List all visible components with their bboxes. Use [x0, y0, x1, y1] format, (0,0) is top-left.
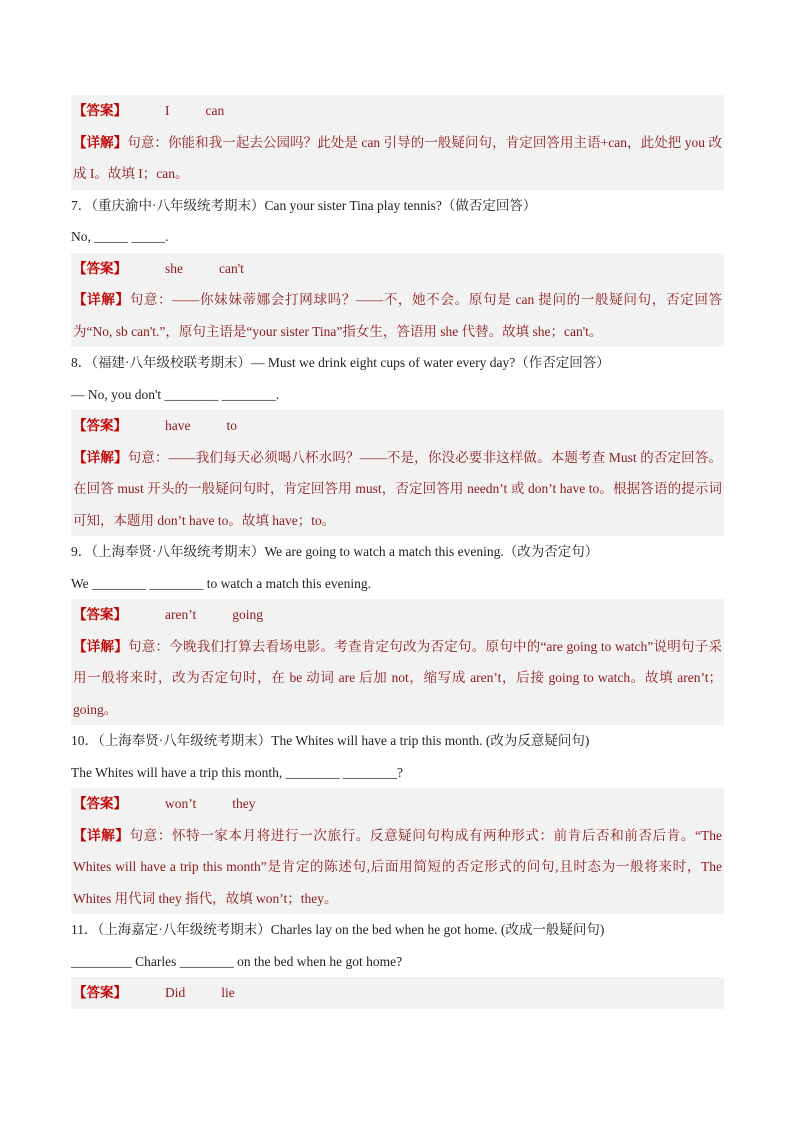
fill-blank-9: We ________ ________ to watch a match this evening.: [71, 575, 371, 591]
answer-block-9: [71, 599, 724, 725]
detail-text: 句意：——我们每天必须喝八杯水吗？——不是，你没必要非这样做。本题考查 Must 的否定回答。在回答 must 开头的一般疑问句时，肯定回答用 must，否定回答用 needn’t 或 don’t have to。根据答语的提示词可知，本题用 don’t have to。故填 have；to。: [73, 449, 722, 528]
fill-blank-8: — No, you don't ________ ________.: [71, 386, 280, 402]
detail-line: [73, 631, 722, 726]
detail-label: 【详解】: [73, 827, 130, 843]
detail-label: 【详解】: [73, 134, 128, 150]
question-9: 9．（上海奉贤·八年级统考期末）We are going to watch a match this evening.（改为否定句）: [71, 544, 599, 559]
answer-label: 【答案】: [73, 985, 127, 1000]
answer-2: going: [232, 607, 263, 622]
answer-2: they: [232, 796, 256, 811]
answer-line: [73, 410, 722, 442]
exercise-page: [71, 95, 724, 1009]
answer-1: Did: [165, 985, 186, 1000]
detail-label: 【详解】: [73, 449, 128, 465]
answer-1: have: [165, 418, 191, 433]
detail-text: 句意：今晚我们打算去看场电影。考查肯定句改为否定句。原句中的“are going to watch”说明句子采用一般将来时，改为否定句时，在 be 动词 are 后加 not，缩写成 aren’t，后接 going to watch。故填 aren’t；going。: [73, 638, 723, 717]
answer-line: [73, 977, 722, 1009]
detail-text: 句意：——你妹妹蒂娜会打网球吗？——不，她不会。原句是 can 提问的一般疑问句，否定回答为“No, sb can't.”，原句主语是“your sister Tina”指女生，答语用 she 代替。故填 she；can't。: [73, 292, 723, 339]
answer-1: won’t: [165, 796, 197, 811]
answer-line: [73, 253, 722, 285]
answer-block-10: [71, 788, 724, 914]
answer-2: lie: [221, 985, 235, 1000]
answer-label: 【答案】: [73, 607, 127, 622]
question-10: 10．（上海奉贤·八年级统考期末）The Whites will have a trip this month. (改为反意疑问句): [71, 733, 590, 748]
answer-block-8: [71, 410, 724, 536]
question-11: 11．（上海嘉定·八年级统考期末）Charles lay on the bed when he got home. (改成一般疑问句): [71, 922, 605, 937]
answer-line: [73, 788, 722, 820]
detail-line: [73, 442, 722, 537]
fill-blank-7: No, _____ _____.: [71, 229, 169, 244]
answer-block-6: [71, 95, 724, 190]
detail-label: 【详解】: [73, 292, 130, 307]
answer-1: she: [165, 260, 183, 276]
question-8: 8．（福建·八年级校联考期末）— Must we drink eight cups of water every day?（作否定回答）: [71, 355, 610, 370]
answer-2: to: [226, 418, 237, 433]
answer-1: I: [165, 103, 170, 118]
answer-label: 【答案】: [73, 260, 127, 276]
answer-1: aren’t: [165, 607, 197, 622]
fill-blank-10: The Whites will have a trip this month, ________ ________?: [71, 764, 403, 780]
answer-label: 【答案】: [73, 796, 127, 811]
detail-text: 句意：你能和我一起去公园吗？此处是 can 引导的一般疑问句，肯定回答用主语+can，此处把 you 改成 I。故填 I；can。: [73, 134, 722, 181]
question-7: 7．（重庆渝中·八年级统考期末）Can your sister Tina play tennis?（做否定回答）: [71, 197, 537, 213]
answer-label: 【答案】: [73, 418, 127, 433]
detail-line: [73, 820, 722, 915]
answer-2: can't: [219, 260, 244, 276]
detail-line: [73, 284, 722, 347]
answer-block-7: [71, 253, 724, 348]
detail-line: [73, 127, 722, 190]
answer-label: 【答案】: [73, 103, 127, 118]
detail-text: 句意：怀特一家本月将进行一次旅行。反意疑问句构成有两种形式：前肯后否和前否后肯。“The Whites will have a trip this month”是肯定的陈述句,后面用简短的否定形式的问句,且时态为一般将来时，The Whites 用代词 they 指代，故填 won’t；they。: [73, 827, 722, 906]
answer-2: can: [205, 103, 225, 118]
detail-label: 【详解】: [73, 638, 128, 654]
fill-blank-11: _________ Charles ________ on the bed when he got home?: [71, 953, 403, 969]
answer-line: [73, 95, 722, 127]
answer-block-11: [71, 977, 724, 1009]
answer-line: [73, 599, 722, 631]
